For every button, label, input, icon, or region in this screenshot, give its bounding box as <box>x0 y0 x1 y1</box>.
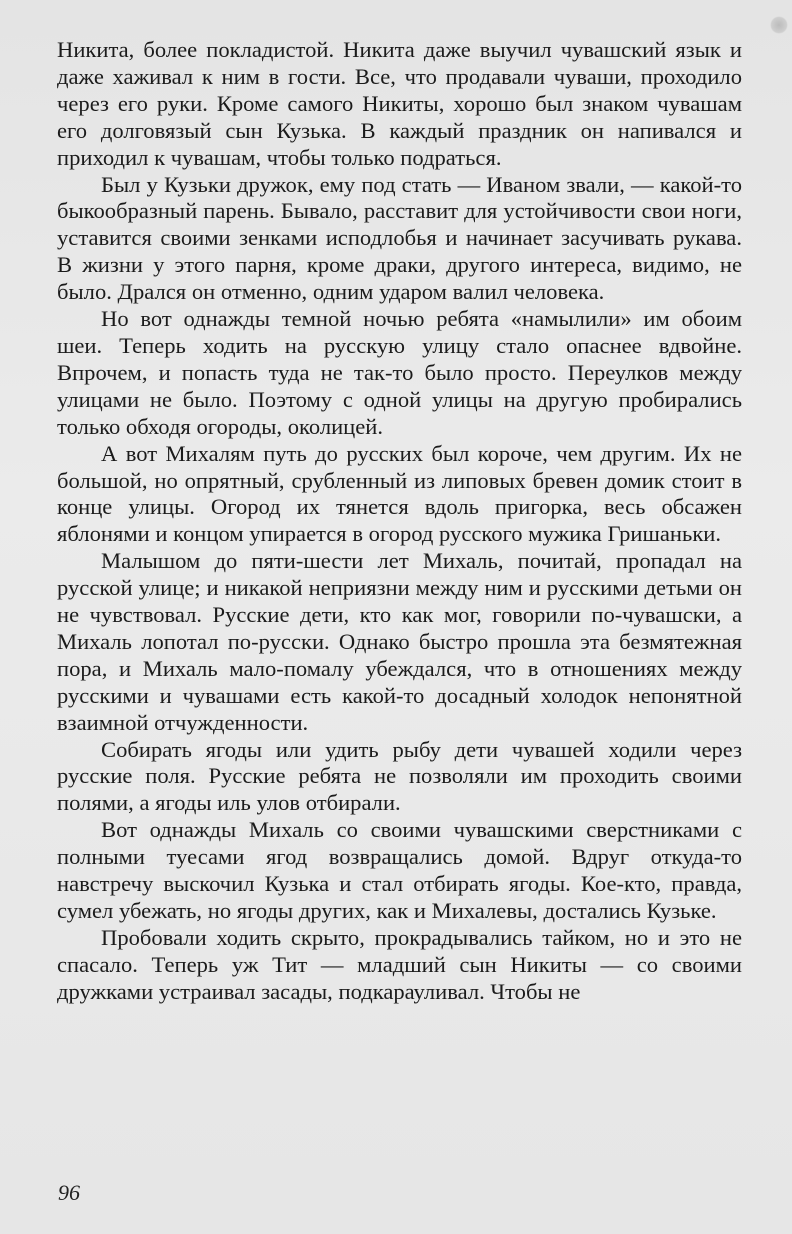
page-edge-blemish <box>770 16 788 34</box>
paragraph-5: Малышом до пяти-шести лет Михаль, почитай, пропадал на русской улице; и никакой неприязни между ним и русскими детьми он не чувствовал. Русские дети, кто как мог, говорили по-чувашски, а Михаль лопотал по-русски. Однако быстро прошла эта безмятежная пора, и Михаль мало-помалу убеждался, что в отношениях между русскими и чувашами есть какой-то досадный холодок непонятной взаимной отчужденности. <box>57 548 742 735</box>
paragraph-7: Вот однажды Михаль со своими чувашскими сверстниками с полными туесами ягод возвращались домой. Вдруг откуда-то навстречу выскочил Кузька и стал отбирать ягоды. Кое-кто, правда, сумел убежать, но ягоды других, как и Михалевы, достались Кузьке. <box>57 817 742 923</box>
paragraph-2: Был у Кузьки дружок, ему под стать — Иваном звали, — какой-то быкообразный парень. Бывало, расставит для устойчивости свои ноги, уставится своими зенками исподлобья и начинает засучивать рукава. В жизни у этого парня, кроме драки, другого интереса, видимо, не было. Дрался он отменно, одним ударом валил человека. <box>57 171 742 305</box>
paragraph-6: Собирать ягоды или удить рыбу дети чувашей ходили через русские поля. Русские ребята не позволяли им проходить своими полями, а ягоды иль улов отбирали. <box>57 736 742 816</box>
paragraph-3: Но вот однажды темной ночью ребята «намылили» им обоим шеи. Теперь ходить на русскую улицу стало опаснее вдвойне. Впрочем, и попасть туда не так-то было просто. Переулков между улицами не было. Поэтому с одной улицы на другую пробирались только обходя огороды, околицей. <box>57 306 742 439</box>
page-number: 96 <box>58 1180 80 1205</box>
paragraph-4: А вот Михалям путь до русских был короче, чем другим. Их не большой, но опрятный, срубленный из липовых бревен домик стоит в конце улицы. Огород их тянется вдоль пригорка, весь обсажен яблонями и концом упирается в огород русского мужика Гришаньки. <box>57 440 742 547</box>
paragraph-8: Пробовали ходить скрыто, прокрадывались тайком, но и это не спасало. Теперь уж Тит — младший сын Никиты — со своими дружками устраивал засады, подкарауливал. Чтобы не <box>57 924 742 1004</box>
body-text <box>57 37 742 1006</box>
paragraph-1: Никита, более покладистой. Никита даже выучил чувашский язык и даже хаживал к ним в гости. Все, что продавали чуваши, проходило через его руки. Кроме самого Никиты, хорошо был знаком чувашам его долговязый сын Кузька. В каждый праздник он напивался и приходил к чувашам, чтобы только подраться. <box>57 37 742 170</box>
